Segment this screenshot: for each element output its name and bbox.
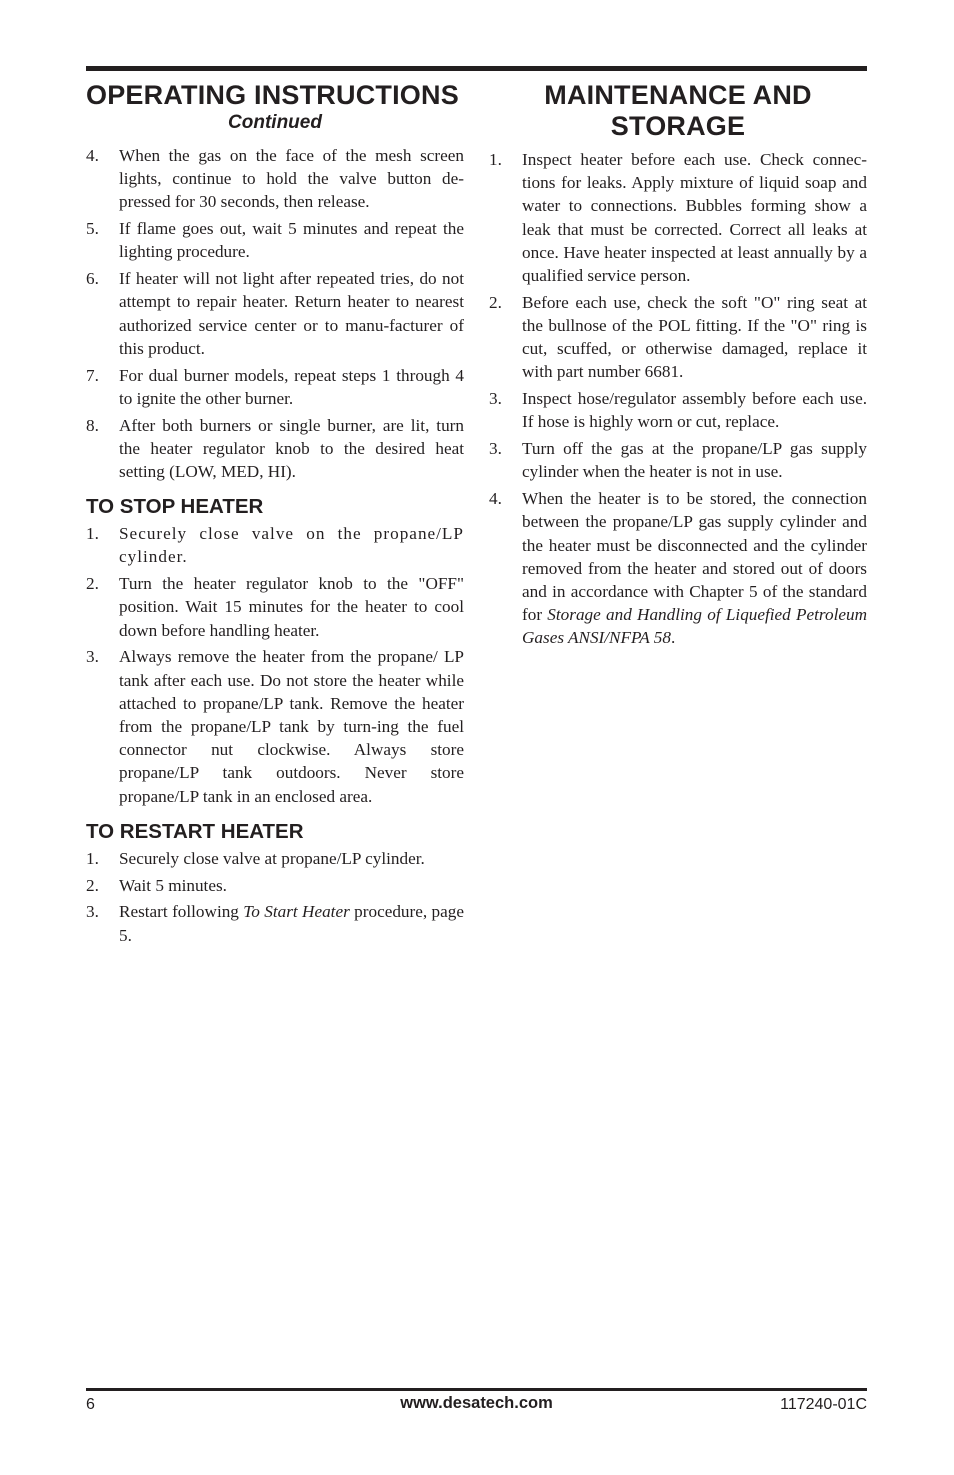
list-item: 3. Always remove the heater from the propane/ LP tank after each use. Do not store the heater while attached to propane/LP tank. Remove the heater from the propane/LP tank by turn-ing the fuel connector nut clockwise. Always store propane/LP tank outdoors. Never store propane/LP tank in an enclosed area. xyxy=(86,647,464,806)
top-rule xyxy=(86,66,867,71)
list-item: 7. For dual burner models, repeat steps 1 through 4 to ignite the other burner. xyxy=(86,365,464,408)
list-item: 1. Inspect heater before each use. Check connec-tions for leaks. Apply mixture of liquid soap and water to connections. Bubbles forming show a leak that must be corrected. Correct all leaks at once. Have heater inspected at least annually by a qualified service person. xyxy=(489,150,867,286)
operating-instructions-title: OPERATING INSTRUCTIONS xyxy=(86,80,459,110)
page-footer xyxy=(86,1394,867,1418)
page-number: 6 xyxy=(86,1396,95,1413)
website-link[interactable]: www.desatech.com xyxy=(400,1394,553,1412)
list-item: 3. Inspect hose/regulator assembly before each use. If hose is highly worn or cut, replace. xyxy=(489,389,867,432)
right-column xyxy=(489,80,867,653)
left-column xyxy=(86,80,464,950)
footer-rule xyxy=(86,1388,867,1391)
list-item: 1. Securely close valve on the propane/LP cylinder. xyxy=(86,524,464,567)
restart-heater-heading: TO RESTART HEATER xyxy=(86,819,304,843)
document-code: 117240-01C xyxy=(780,1396,867,1413)
continued-subtitle: Continued xyxy=(228,112,322,133)
list-item: 1. Securely close valve at propane/LP cylinder. xyxy=(86,848,425,868)
list-item: 3. Restart following To Start Heater procedure, page 5. xyxy=(86,902,464,945)
list-item: 8. After both burners or single burner, are lit, turn the heater regulator knob to the desired heat setting (LOW, MED, HI). xyxy=(86,415,464,482)
maintenance-steps-list xyxy=(489,148,867,650)
stop-heater-steps-list xyxy=(86,522,464,808)
maintenance-storage-title: MAINTENANCE AND STORAGE xyxy=(544,80,812,141)
stop-heater-heading: TO STOP HEATER xyxy=(86,495,264,519)
list-item: 3. Turn off the gas at the propane/LP gas supply cylinder when the heater is not in use. xyxy=(489,439,867,482)
list-item: 4. When the heater is to be stored, the connection between the propane/LP gas supply cylinder and the heater must be disconnected and the cylinder removed from the heater and stored out of doors and in accordance with Chapter 5 of the standard for Storage and Handling of Liquefied Petroleum Gases ANSI/NFPA 58. xyxy=(489,489,867,648)
list-item: 2. Before each use, check the soft "O" ring seat at the bullnose of the POL fitting. If the "O" ring is cut, scuffed, or otherwise damaged, replace it with part number 6681. xyxy=(489,292,867,382)
nfpa-standard-reference: Storage and Handling of Liquefied Petroleum Gases ANSI/NFPA 58 xyxy=(522,605,867,648)
to-start-heater-reference: To Start Heater xyxy=(243,902,350,922)
list-item: 6. If heater will not light after repeated tries, do not attempt to repair heater. Return heater to nearest authorized service center or to manu-facturer of this product. xyxy=(86,269,464,358)
list-item: 4. When the gas on the face of the mesh screen lights, continue to hold the valve button de-pressed for 30 seconds, then release. xyxy=(86,146,464,212)
restart-heater-steps-list xyxy=(86,847,464,947)
list-item: 5. If flame goes out, wait 5 minutes and repeat the lighting procedure. xyxy=(86,219,464,262)
list-item: 2. Turn the heater regulator knob to the "OFF" position. Wait 15 minutes for the heater to cool down before handling heater. xyxy=(86,574,464,640)
operating-steps-list xyxy=(86,144,464,483)
list-item: 2. Wait 5 minutes. xyxy=(86,875,227,895)
